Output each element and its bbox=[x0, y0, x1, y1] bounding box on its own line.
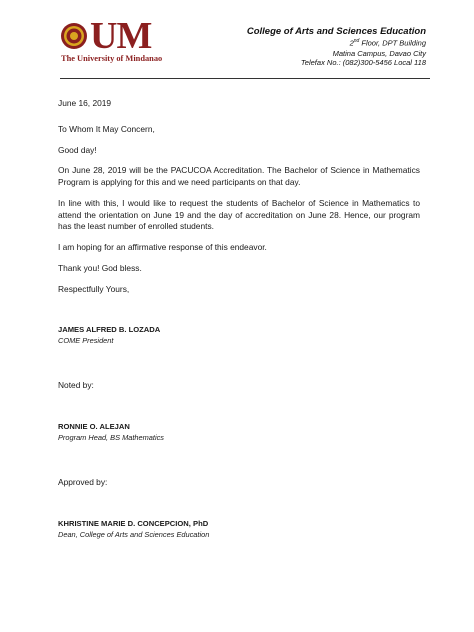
letterhead-address-block bbox=[247, 26, 426, 68]
building-address bbox=[247, 38, 426, 48]
approved-by-name: KHRISTINE MARIE D. CONCEPCION, PhD bbox=[58, 518, 209, 528]
letter-body bbox=[58, 98, 420, 540]
campus-address: Matina Campus, Davao City bbox=[332, 48, 426, 58]
floor-ordinal: nd bbox=[353, 38, 360, 45]
greeting: Good day! bbox=[58, 144, 97, 155]
paragraph-hope: I am hoping for an affirmative response of this endeavor. bbox=[58, 242, 267, 253]
college-name: College of Arts and Sciences Education bbox=[246, 26, 426, 37]
header-divider bbox=[60, 78, 430, 79]
letter-date: June 16, 2019 bbox=[58, 98, 112, 108]
thanks-line: Thank you! God bless. bbox=[58, 262, 142, 273]
telefax-number: Telefax No.: (082)300-5456 Local 118 bbox=[300, 58, 426, 68]
floor-number: 2 bbox=[349, 38, 354, 48]
sender-title: COME President bbox=[58, 336, 114, 346]
noted-by-label: Noted by: bbox=[58, 380, 94, 391]
closing: Respectfully Yours, bbox=[58, 283, 130, 294]
approved-by-title: Dean, College of Arts and Sciences Education bbox=[58, 529, 210, 539]
noted-by-title: Program Head, BS Mathematics bbox=[58, 432, 164, 442]
university-seal-icon bbox=[60, 22, 88, 50]
university-logo bbox=[60, 15, 210, 70]
logo-mark: UM bbox=[90, 15, 152, 57]
paragraph-request: In line with this, I would like to request the students of Bachelor of Science in Mathematics to attend the orientation on June 19 and the day of accreditation on June 28. Hence, our program has the least number of enrolled students. bbox=[58, 197, 420, 232]
noted-by-name: RONNIE O. ALEJAN bbox=[58, 422, 130, 432]
floor-building: Floor, DPT Building bbox=[359, 38, 426, 48]
salutation: To Whom It May Concern, bbox=[58, 123, 155, 134]
logo-subtitle: The University of Mindanao bbox=[61, 54, 163, 63]
sender-name: JAMES ALFRED B. LOZADA bbox=[58, 325, 161, 335]
approved-by-label: Approved by: bbox=[58, 477, 108, 488]
paragraph-accreditation: On June 28, 2019 will be the PACUCOA Accreditation. The Bachelor of Science in Mathematics Program is applying for this and we need participants on that day. bbox=[58, 165, 420, 188]
